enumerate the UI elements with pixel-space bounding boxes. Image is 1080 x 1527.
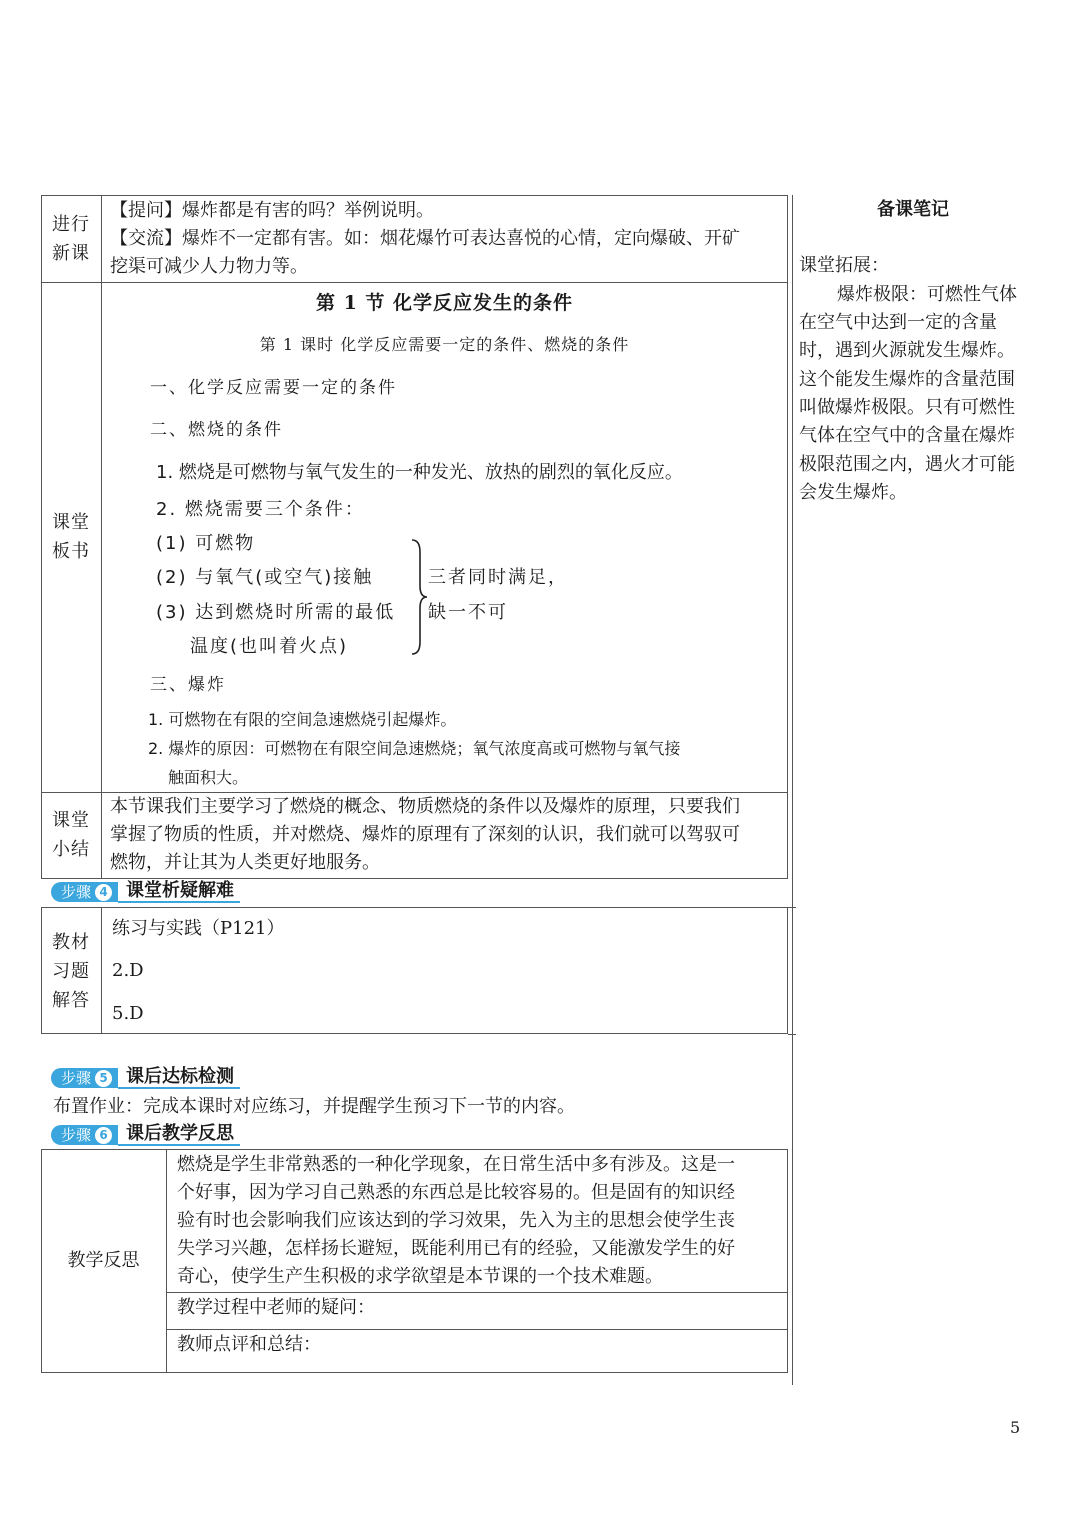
row-label-banshu-line2: 板书	[52, 541, 90, 562]
curly-brace-icon	[410, 538, 430, 656]
notes-line-2: 在空气中达到一定的含量	[799, 312, 997, 333]
reflection-line-5: 奇心，使学生产生积极的求学欲望是本节课的一个技术难题。	[177, 1266, 663, 1287]
board-condition-3: (3) 达到燃烧时所需的最低	[156, 602, 396, 623]
reflection-label: 教学反思	[67, 1250, 140, 1271]
board-point-1: 1. 燃烧是可燃物与氧气发生的一种发光、放热的剧烈的氧化反应。	[156, 462, 683, 483]
row-label-xiaojie-line1: 课堂	[52, 810, 90, 831]
notes-line-6: 气体在空气中的含量在爆炸	[799, 425, 1015, 446]
row-label-xinke	[41, 210, 101, 268]
step-4-title: 课堂析疑解难	[118, 881, 240, 903]
step-5-title: 课后达标检测	[118, 1067, 240, 1089]
row-label-xinke-line2: 新课	[52, 243, 90, 264]
step-5-header	[51, 1067, 240, 1089]
row-label-xinke-line1: 进行	[52, 214, 90, 235]
brace-text-1: 三者同时满足，	[428, 567, 568, 588]
exercise-label-line3: 解答	[52, 990, 90, 1011]
board-condition-1: (1) 可燃物	[156, 533, 256, 554]
row-label-xiaojie	[41, 806, 101, 864]
step-6-header	[51, 1124, 240, 1146]
notes-line-8: 会发生爆炸。	[799, 482, 907, 503]
exercise-col-divider	[101, 907, 102, 1034]
row-label-banshu-line1: 课堂	[52, 512, 90, 533]
step-4-prefix: 步骤	[61, 883, 92, 901]
exercise-label-line1: 教材	[52, 932, 90, 953]
board-explosion-2: 2. 爆炸的原因：可燃物在有限空间急速燃烧；氧气浓度高或可燃物与氧气接	[148, 739, 681, 758]
board-heading-2: 二、燃烧的条件	[150, 420, 283, 440]
notes-line-1: 爆炸极限：可燃性气体	[837, 284, 1017, 305]
reflection-row-divider-1	[166, 1292, 788, 1293]
step-4-extension-line	[788, 907, 796, 908]
step-6-pill	[51, 1125, 118, 1145]
step-4-pill	[51, 882, 118, 902]
reflection-question: 教学过程中老师的疑问：	[177, 1297, 375, 1318]
summary-line-1: 本节课我们主要学习了燃烧的概念、物质燃烧的条件以及爆炸的原理，只要我们	[110, 796, 740, 817]
exercise-answer-2: 5.D	[112, 1003, 144, 1024]
board-condition-2: (2) 与氧气(或空气)接触	[156, 567, 374, 588]
reflection-summary: 教师点评和总结：	[177, 1334, 321, 1355]
step-5-number-icon: 5	[95, 1070, 112, 1087]
notes-column-line	[792, 195, 793, 1385]
notes-line-3: 时，遇到火源就发生爆炸。	[799, 340, 1015, 361]
step-4-number-icon: 4	[95, 884, 112, 901]
step-6-prefix: 步骤	[61, 1126, 92, 1144]
step-5-prefix: 步骤	[61, 1069, 92, 1087]
xinke-question: 【提问】爆炸都是有害的吗？举例说明。	[110, 200, 434, 221]
summary-line-2: 掌握了物质的性质，并对燃烧、爆炸的原理有了深刻的认识，我们就可以驾驭可	[110, 824, 740, 845]
xinke-exchange: 【交流】爆炸不一定都有害。如：烟花爆竹可表达喜悦的心情，定向爆破、开矿	[110, 228, 740, 249]
reflection-line-2: 个好事，因为学习自己熟悉的东西总是比较容易的。但是固有的知识经	[177, 1182, 735, 1203]
summary-line-3: 燃物，并让其为人类更好地服务。	[110, 852, 380, 873]
row-label-banshu	[41, 508, 101, 566]
board-explosion-2-cont: 触面积大。	[168, 768, 249, 787]
page-number: 5	[1010, 1418, 1021, 1437]
board-heading-1: 一、化学反应需要一定的条件	[150, 378, 397, 398]
row-label-xiaojie-line2: 小结	[52, 839, 90, 860]
exercise-label-line2: 习题	[52, 961, 90, 982]
step-6-title: 课后教学反思	[118, 1124, 240, 1146]
board-title: 第 1 节 化学反应发生的条件	[315, 292, 574, 314]
notes-line-7: 极限范围之内，遇火才可能	[799, 454, 1015, 475]
step-6-number-icon: 6	[95, 1127, 112, 1144]
homework-text: 布置作业：完成本课时对应练习，并提醒学生预习下一节的内容。	[53, 1096, 575, 1117]
notes-line-4: 这个能发生爆炸的含量范围	[799, 369, 1015, 390]
exercise-heading: 练习与实践（P121）	[112, 918, 285, 939]
exercise-extension-line	[788, 1034, 796, 1035]
exercise-label	[41, 928, 101, 1015]
board-explosion-1: 1. 可燃物在有限的空间急速燃烧引起爆炸。	[148, 710, 457, 729]
row-divider-1	[41, 282, 788, 283]
board-point-2: 2. 燃烧需要三个条件：	[156, 499, 365, 520]
notes-title: 备课笔记	[877, 199, 949, 220]
xinke-exchange-cont: 挖渠可减少人力物力等。	[110, 256, 308, 277]
reflection-line-1: 燃烧是学生非常熟悉的一种化学现象，在日常生活中多有涉及。这是一	[177, 1154, 735, 1175]
reflection-row-divider-2	[166, 1329, 788, 1330]
exercise-answer-1: 2.D	[112, 960, 144, 981]
brace-text-2: 缺一不可	[428, 602, 508, 623]
reflection-line-3: 验有时也会影响我们应该达到的学习效果，先入为主的思想会使学生丧	[177, 1210, 735, 1231]
reflection-line-4: 失学习兴趣，怎样扬长避短，既能利用已有的经验，又能激发学生的好	[177, 1238, 735, 1259]
step-5-pill	[51, 1068, 118, 1088]
board-subtitle: 第 1 课时 化学反应需要一定的条件、燃烧的条件	[259, 335, 630, 354]
board-condition-3-cont: 温度(也叫着火点)	[190, 636, 349, 657]
notes-heading: 课堂拓展：	[799, 255, 889, 276]
notes-line-5: 叫做爆炸极限。只有可燃性	[799, 397, 1015, 418]
step-4-header	[51, 881, 240, 903]
reflection-col-divider	[166, 1149, 167, 1373]
board-heading-3: 三、爆炸	[150, 675, 226, 695]
